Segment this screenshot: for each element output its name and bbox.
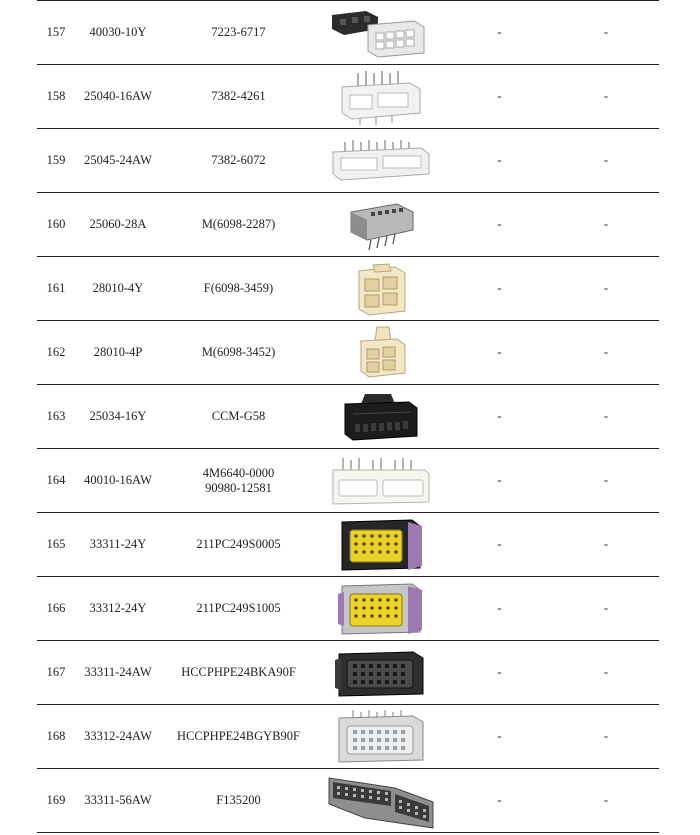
- white-pin-header-double-icon: [329, 454, 433, 508]
- connector-image: [316, 769, 446, 833]
- spec-a: -: [446, 257, 553, 321]
- spec-a: -: [446, 513, 553, 577]
- connector-image: [316, 321, 446, 385]
- part-code: 33312-24Y: [75, 577, 161, 641]
- black-yellow-purple-connector-icon: [334, 516, 428, 574]
- spec-b: -: [553, 65, 659, 129]
- cream-4pin-female-icon: [351, 261, 411, 317]
- reference-number: F(6098-3459): [161, 257, 316, 321]
- spec-b: -: [553, 1, 659, 65]
- table-row: [37, 769, 659, 833]
- grey-yellow-purple-connector-icon: [334, 580, 428, 638]
- spec-a: -: [446, 193, 553, 257]
- reference-number: HCCPHPE24BKA90F: [161, 641, 316, 705]
- part-code: 33312-24AW: [75, 705, 161, 769]
- connector-image: [316, 385, 446, 449]
- reference-number: 7382-6072: [161, 129, 316, 193]
- connector-image: [316, 513, 446, 577]
- spec-b: -: [553, 193, 659, 257]
- connector-with-clip-icon: [326, 7, 436, 59]
- connector-image: [316, 193, 446, 257]
- part-code: 25034-16Y: [75, 385, 161, 449]
- spec-b: -: [553, 769, 659, 833]
- reference-number: 211PC249S1005: [161, 577, 316, 641]
- table-row: [37, 705, 659, 769]
- spec-b: -: [553, 257, 659, 321]
- reference-number: HCCPHPE24BGYB90F: [161, 705, 316, 769]
- spec-a: -: [446, 641, 553, 705]
- table-row: [37, 449, 659, 513]
- connector-image: [316, 641, 446, 705]
- row-number: 166: [37, 577, 75, 641]
- part-code: 25040-16AW: [75, 65, 161, 129]
- grey-angled-connector-icon: [341, 198, 421, 252]
- reference-number: 7223-6717: [161, 1, 316, 65]
- part-code: 33311-56AW: [75, 769, 161, 833]
- part-code: 28010-4Y: [75, 257, 161, 321]
- reference-number: 7382-4261: [161, 65, 316, 129]
- black-header-connector-icon: [333, 644, 429, 702]
- row-number: 161: [37, 257, 75, 321]
- reference-number: M(6098-2287): [161, 193, 316, 257]
- spec-b: -: [553, 641, 659, 705]
- connector-image: [316, 65, 446, 129]
- spec-a: -: [446, 577, 553, 641]
- table-row: [37, 1, 659, 65]
- spec-a: -: [446, 65, 553, 129]
- table-row: [37, 513, 659, 577]
- table-row: [37, 65, 659, 129]
- connector-image: [316, 577, 446, 641]
- table-row: [37, 193, 659, 257]
- white-pin-header-wide-icon: [329, 136, 433, 186]
- spec-b: -: [553, 705, 659, 769]
- part-code: 40030-10Y: [75, 1, 161, 65]
- row-number: 167: [37, 641, 75, 705]
- part-code: 33311-24Y: [75, 513, 161, 577]
- connector-image: [316, 129, 446, 193]
- row-number: 165: [37, 513, 75, 577]
- spec-a: -: [446, 1, 553, 65]
- row-number: 168: [37, 705, 75, 769]
- spec-b: -: [553, 385, 659, 449]
- spec-b: -: [553, 577, 659, 641]
- connector-image: [316, 257, 446, 321]
- spec-a: -: [446, 769, 553, 833]
- row-number: 160: [37, 193, 75, 257]
- table-row: [37, 257, 659, 321]
- part-code: 28010-4P: [75, 321, 161, 385]
- reference-number: M(6098-3452): [161, 321, 316, 385]
- spec-a: -: [446, 449, 553, 513]
- part-code: 40010-16AW: [75, 449, 161, 513]
- ecu-pin-header-icon: [325, 772, 437, 830]
- spec-b: -: [553, 449, 659, 513]
- row-number: 163: [37, 385, 75, 449]
- cream-4pin-male-icon: [351, 325, 411, 381]
- white-pin-header-icon: [336, 69, 426, 125]
- connector-image: [316, 1, 446, 65]
- table-row: [37, 129, 659, 193]
- connector-image: [316, 449, 446, 513]
- spec-a: -: [446, 385, 553, 449]
- reference-number: CCM-G58: [161, 385, 316, 449]
- table-row: [37, 577, 659, 641]
- row-number: 162: [37, 321, 75, 385]
- row-number: 157: [37, 1, 75, 65]
- row-number: 169: [37, 769, 75, 833]
- connector-image: [316, 705, 446, 769]
- spec-a: -: [446, 321, 553, 385]
- part-code: 25045-24AW: [75, 129, 161, 193]
- table-row: [37, 385, 659, 449]
- table-row: [37, 641, 659, 705]
- spec-a: -: [446, 705, 553, 769]
- grey-header-connector-icon: [333, 708, 429, 766]
- reference-number: 4M6640-0000 90980-12581: [161, 449, 316, 513]
- table-row: [37, 321, 659, 385]
- black-connector-icon: [339, 390, 423, 444]
- parts-table: [37, 0, 659, 833]
- spec-a: -: [446, 129, 553, 193]
- row-number: 159: [37, 129, 75, 193]
- reference-number: 211PC249S0005: [161, 513, 316, 577]
- row-number: 164: [37, 449, 75, 513]
- part-code: 33311-24AW: [75, 641, 161, 705]
- reference-number: F135200: [161, 769, 316, 833]
- spec-b: -: [553, 129, 659, 193]
- spec-b: -: [553, 321, 659, 385]
- row-number: 158: [37, 65, 75, 129]
- spec-b: -: [553, 513, 659, 577]
- part-code: 25060-28A: [75, 193, 161, 257]
